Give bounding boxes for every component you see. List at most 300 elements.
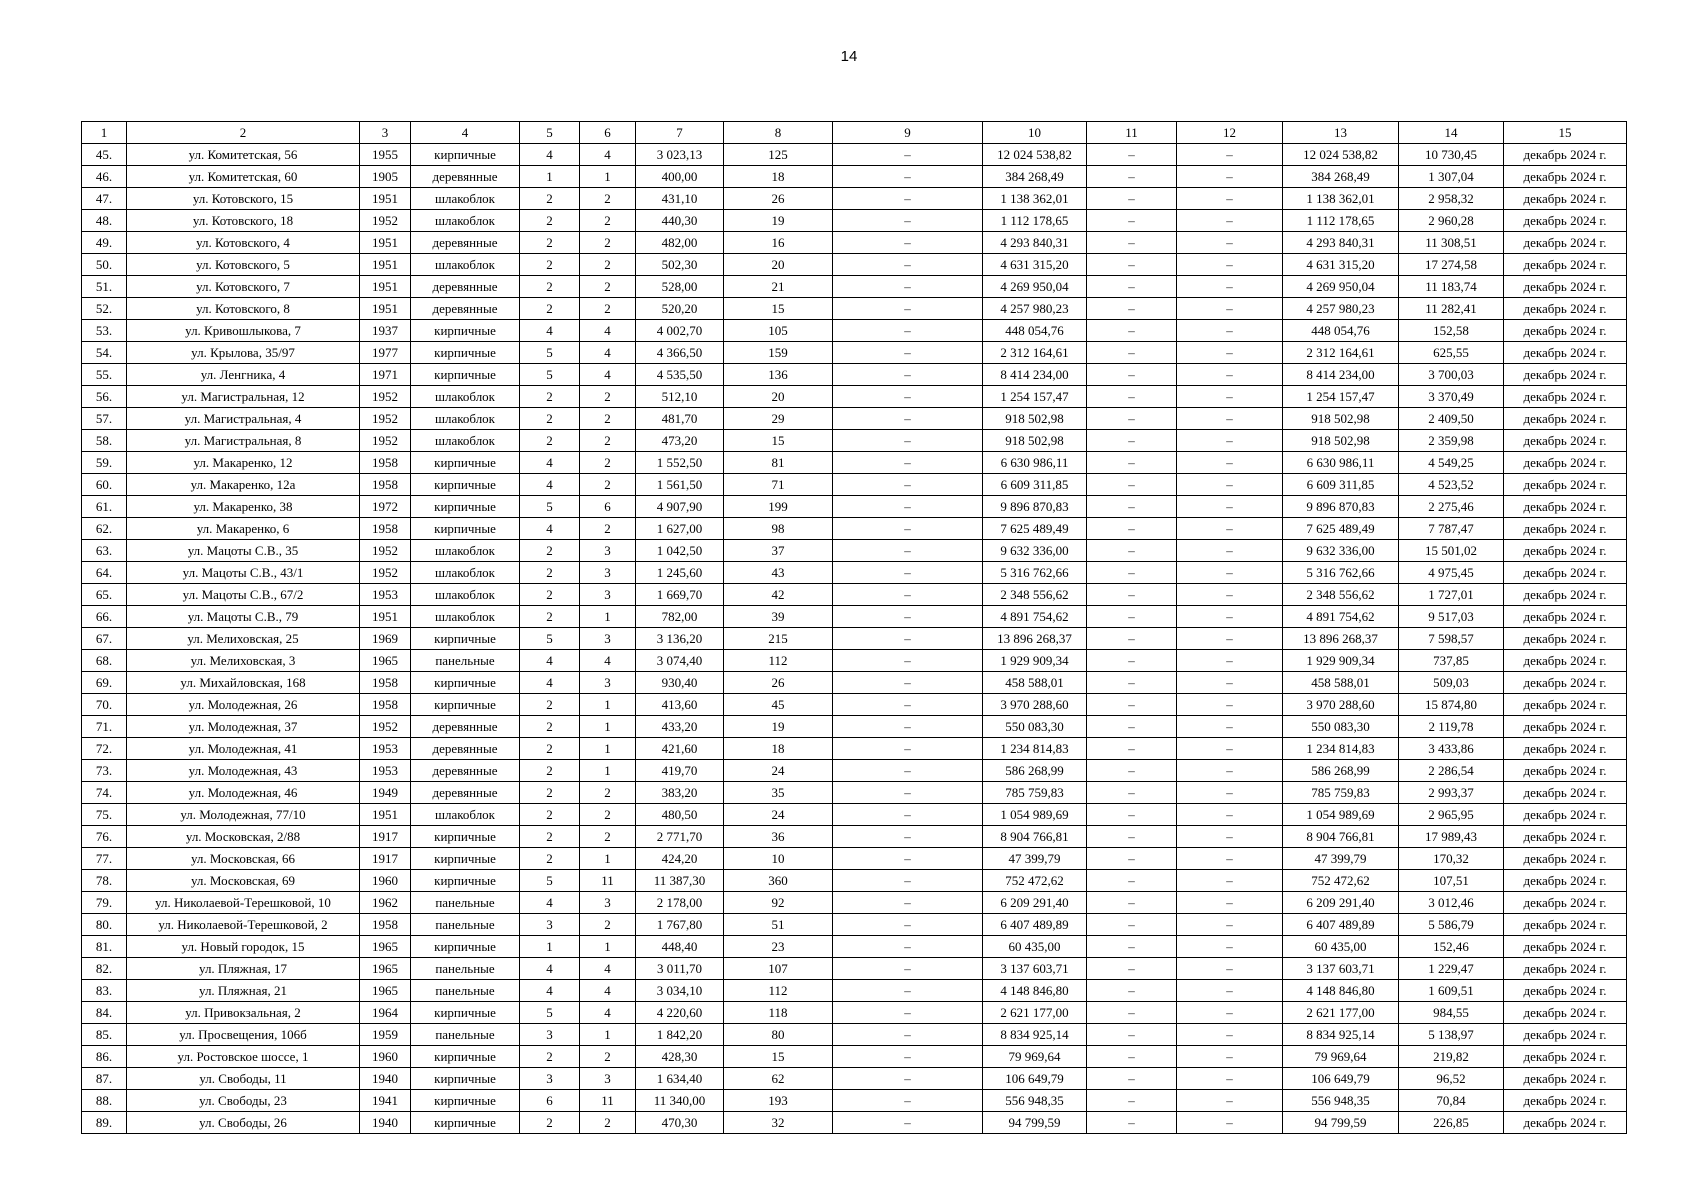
table-cell: 1	[580, 1024, 636, 1046]
table-cell: –	[833, 1024, 983, 1046]
table-cell: 1965	[360, 958, 411, 980]
table-cell: ул. Новый городок, 15	[127, 936, 360, 958]
table-cell: декабрь 2024 г.	[1504, 276, 1627, 298]
table-cell: 3 023,13	[636, 144, 724, 166]
table-cell: 4 975,45	[1399, 562, 1504, 584]
table-cell: 50.	[82, 254, 127, 276]
table-cell: 4 257 980,23	[983, 298, 1087, 320]
table-cell: 1	[580, 848, 636, 870]
table-cell: 4 257 980,23	[1283, 298, 1399, 320]
table-cell: 3 136,20	[636, 628, 724, 650]
table-cell: –	[1177, 1112, 1283, 1134]
table-cell: кирпичные	[411, 342, 520, 364]
table-cell: 78.	[82, 870, 127, 892]
table-cell: 3 970 288,60	[1283, 694, 1399, 716]
table-cell: шлакоблок	[411, 584, 520, 606]
table-cell: панельные	[411, 892, 520, 914]
table-cell: –	[833, 386, 983, 408]
table-cell: 5 316 762,66	[983, 562, 1087, 584]
table-cell: –	[1087, 936, 1177, 958]
table-cell: –	[1177, 232, 1283, 254]
table-row	[82, 144, 1627, 166]
table-cell: 1	[520, 936, 580, 958]
table-cell: –	[1177, 452, 1283, 474]
table-row	[82, 1024, 1627, 1046]
table-cell: 2	[520, 694, 580, 716]
table-cell: –	[833, 144, 983, 166]
table-cell: 15 874,80	[1399, 694, 1504, 716]
table-cell: кирпичные	[411, 1112, 520, 1134]
table-cell: –	[1177, 1068, 1283, 1090]
table-row	[82, 430, 1627, 452]
table-cell: декабрь 2024 г.	[1504, 650, 1627, 672]
table-cell: 105	[724, 320, 833, 342]
table-cell: –	[1087, 958, 1177, 980]
table-cell: 3	[520, 1024, 580, 1046]
table-cell: 1953	[360, 760, 411, 782]
table-cell: –	[1177, 342, 1283, 364]
table-cell: –	[1087, 892, 1177, 914]
table-cell: 360	[724, 870, 833, 892]
table-cell: 2 275,46	[1399, 496, 1504, 518]
table-cell: –	[1087, 694, 1177, 716]
table-cell: –	[1087, 782, 1177, 804]
table-cell: 1960	[360, 870, 411, 892]
table-cell: 586 268,99	[1283, 760, 1399, 782]
table-cell: 60.	[82, 474, 127, 496]
table-cell: декабрь 2024 г.	[1504, 408, 1627, 430]
table-cell: 1 234 814,83	[983, 738, 1087, 760]
table-cell: –	[1177, 782, 1283, 804]
table-row	[82, 496, 1627, 518]
table-cell: 8 904 766,81	[983, 826, 1087, 848]
table-cell: 1 561,50	[636, 474, 724, 496]
table-cell: 118	[724, 1002, 833, 1024]
table-cell: декабрь 2024 г.	[1504, 518, 1627, 540]
table-cell: 55.	[82, 364, 127, 386]
table-cell: декабрь 2024 г.	[1504, 1112, 1627, 1134]
table-cell: 1905	[360, 166, 411, 188]
table-cell: декабрь 2024 г.	[1504, 496, 1627, 518]
table-cell: 1952	[360, 562, 411, 584]
table-cell: –	[1087, 166, 1177, 188]
table-cell: –	[1177, 496, 1283, 518]
table-cell: ул. Мацоты С.В., 35	[127, 540, 360, 562]
table-cell: 1 245,60	[636, 562, 724, 584]
table-cell: 219,82	[1399, 1046, 1504, 1068]
table-cell: 152,46	[1399, 936, 1504, 958]
table-cell: 1 054 989,69	[1283, 804, 1399, 826]
table-cell: 23	[724, 936, 833, 958]
table-cell: 2	[520, 562, 580, 584]
table-cell: ул. Свободы, 23	[127, 1090, 360, 1112]
table-cell: панельные	[411, 914, 520, 936]
table-cell: 2	[580, 188, 636, 210]
table-cell: –	[1087, 518, 1177, 540]
table-cell: 47.	[82, 188, 127, 210]
table-cell: шлакоблок	[411, 562, 520, 584]
table-row	[82, 276, 1627, 298]
table-cell: –	[1087, 870, 1177, 892]
table-cell: 1958	[360, 452, 411, 474]
table-row	[82, 254, 1627, 276]
table-cell: 51.	[82, 276, 127, 298]
table-cell: 3	[580, 628, 636, 650]
table-cell: 428,30	[636, 1046, 724, 1068]
table-cell: 2	[520, 606, 580, 628]
table-cell: 3 137 603,71	[983, 958, 1087, 980]
table-cell: 4	[520, 672, 580, 694]
table-row	[82, 980, 1627, 1002]
table-cell: 3 034,10	[636, 980, 724, 1002]
table-cell: 39	[724, 606, 833, 628]
table-cell: 6 209 291,40	[1283, 892, 1399, 914]
table-cell: 2 621 177,00	[983, 1002, 1087, 1024]
table-cell: 52.	[82, 298, 127, 320]
table-cell: 84.	[82, 1002, 127, 1024]
table-cell: 2	[520, 540, 580, 562]
table-cell: ул. Магистральная, 4	[127, 408, 360, 430]
table-cell: 1917	[360, 848, 411, 870]
table-cell: 10 730,45	[1399, 144, 1504, 166]
table-cell: 6	[580, 496, 636, 518]
table-cell: декабрь 2024 г.	[1504, 760, 1627, 782]
table-cell: ул. Макаренко, 38	[127, 496, 360, 518]
table-cell: декабрь 2024 г.	[1504, 1024, 1627, 1046]
table-cell: 4	[580, 320, 636, 342]
table-cell: 502,30	[636, 254, 724, 276]
table-cell: –	[833, 474, 983, 496]
table-cell: 7 625 489,49	[983, 518, 1087, 540]
table-cell: декабрь 2024 г.	[1504, 1090, 1627, 1112]
table-cell: 1951	[360, 606, 411, 628]
table-cell: –	[1177, 562, 1283, 584]
table-cell: –	[1087, 1068, 1177, 1090]
table-cell: 431,10	[636, 188, 724, 210]
table-cell: ул. Молодежная, 37	[127, 716, 360, 738]
table-cell: –	[1087, 342, 1177, 364]
table-row	[82, 452, 1627, 474]
table-cell: 80	[724, 1024, 833, 1046]
table-cell: 6 630 986,11	[1283, 452, 1399, 474]
table-cell: 1917	[360, 826, 411, 848]
table-cell: 2	[580, 232, 636, 254]
table-cell: 24	[724, 804, 833, 826]
table-cell: декабрь 2024 г.	[1504, 716, 1627, 738]
table-cell: ул. Магистральная, 8	[127, 430, 360, 452]
table-cell: 87.	[82, 1068, 127, 1090]
table-cell: 384 268,49	[983, 166, 1087, 188]
table-cell: ул. Николаевой-Терешковой, 2	[127, 914, 360, 936]
table-cell: ул. Мелиховская, 3	[127, 650, 360, 672]
table-cell: –	[833, 804, 983, 826]
table-cell: 83.	[82, 980, 127, 1002]
table-cell: 2	[520, 1112, 580, 1134]
table-row	[82, 958, 1627, 980]
table-cell: 3 074,40	[636, 650, 724, 672]
table-row	[82, 870, 1627, 892]
table-cell: декабрь 2024 г.	[1504, 1068, 1627, 1090]
table-cell: 4 523,52	[1399, 474, 1504, 496]
table-cell: 1951	[360, 232, 411, 254]
table-cell: 68.	[82, 650, 127, 672]
table-cell: –	[1087, 1112, 1177, 1134]
table-cell: 4	[580, 364, 636, 386]
table-row	[82, 408, 1627, 430]
table-cell: ул. Котовского, 18	[127, 210, 360, 232]
table-cell: шлакоблок	[411, 408, 520, 430]
table-cell: 61.	[82, 496, 127, 518]
table-cell: 12 024 538,82	[983, 144, 1087, 166]
table-cell: 2	[520, 188, 580, 210]
table-cell: 2	[580, 474, 636, 496]
column-header: 9	[833, 122, 983, 144]
table-cell: шлакоблок	[411, 540, 520, 562]
table-row	[82, 474, 1627, 496]
table-cell: 29	[724, 408, 833, 430]
table-cell: 1952	[360, 210, 411, 232]
table-cell: ул. Московская, 66	[127, 848, 360, 870]
table-cell: 9 896 870,83	[983, 496, 1087, 518]
table-cell: 1 254 157,47	[983, 386, 1087, 408]
table-cell: 20	[724, 254, 833, 276]
table-cell: 15	[724, 430, 833, 452]
table-cell: 15	[724, 298, 833, 320]
table-cell: 9 896 870,83	[1283, 496, 1399, 518]
table-cell: 473,20	[636, 430, 724, 452]
table-row	[82, 628, 1627, 650]
table-cell: 4	[520, 892, 580, 914]
table-cell: ул. Николаевой-Терешковой, 10	[127, 892, 360, 914]
table-cell: 4	[520, 144, 580, 166]
table-cell: 400,00	[636, 166, 724, 188]
table-row	[82, 562, 1627, 584]
table-cell: 1	[580, 606, 636, 628]
table-cell: 26	[724, 188, 833, 210]
table-cell: ул. Просвещения, 106б	[127, 1024, 360, 1046]
table-row	[82, 848, 1627, 870]
table-cell: декабрь 2024 г.	[1504, 738, 1627, 760]
table-row	[82, 232, 1627, 254]
table-cell: 17 274,58	[1399, 254, 1504, 276]
table-cell: 3 012,46	[1399, 892, 1504, 914]
table-cell: 1	[580, 166, 636, 188]
table-cell: 7 598,57	[1399, 628, 1504, 650]
table-cell: панельные	[411, 650, 520, 672]
table-cell: 13 896 268,37	[1283, 628, 1399, 650]
table-cell: –	[1177, 848, 1283, 870]
table-cell: 1 669,70	[636, 584, 724, 606]
table-cell: кирпичные	[411, 1068, 520, 1090]
table-cell: 2	[520, 738, 580, 760]
table-cell: 509,03	[1399, 672, 1504, 694]
table-cell: 1965	[360, 936, 411, 958]
table-cell: 1951	[360, 804, 411, 826]
table-cell: декабрь 2024 г.	[1504, 386, 1627, 408]
table-cell: –	[1087, 540, 1177, 562]
table-cell: 4 891 754,62	[1283, 606, 1399, 628]
table-cell: 26	[724, 672, 833, 694]
column-header: 12	[1177, 122, 1283, 144]
table-cell: кирпичные	[411, 1090, 520, 1112]
table-cell: 2 409,50	[1399, 408, 1504, 430]
column-header: 4	[411, 122, 520, 144]
table-cell: 81	[724, 452, 833, 474]
table-cell: 1 929 909,34	[1283, 650, 1399, 672]
table-cell: ул. Свободы, 26	[127, 1112, 360, 1134]
table-cell: 45	[724, 694, 833, 716]
table-cell: –	[833, 540, 983, 562]
table-cell: 12 024 538,82	[1283, 144, 1399, 166]
table-cell: 62.	[82, 518, 127, 540]
table-cell: шлакоблок	[411, 606, 520, 628]
table-cell: декабрь 2024 г.	[1504, 628, 1627, 650]
table-cell: 2	[520, 1046, 580, 1068]
table-cell: 2 348 556,62	[1283, 584, 1399, 606]
table-cell: 1 229,47	[1399, 958, 1504, 980]
table-cell: ул. Котовского, 5	[127, 254, 360, 276]
table-cell: шлакоблок	[411, 188, 520, 210]
table-cell: –	[1177, 474, 1283, 496]
table-cell: 11	[580, 870, 636, 892]
column-header: 6	[580, 122, 636, 144]
table-cell: 1960	[360, 1046, 411, 1068]
table-cell: декабрь 2024 г.	[1504, 980, 1627, 1002]
table-cell: 2 771,70	[636, 826, 724, 848]
table-cell: кирпичные	[411, 1046, 520, 1068]
table-cell: кирпичные	[411, 144, 520, 166]
table-cell: 424,20	[636, 848, 724, 870]
table-cell: ул. Мацоты С.В., 67/2	[127, 584, 360, 606]
table-cell: 1951	[360, 188, 411, 210]
table-cell: 1937	[360, 320, 411, 342]
table-cell: 556 948,35	[1283, 1090, 1399, 1112]
table-cell: –	[833, 1046, 983, 1068]
table-cell: 76.	[82, 826, 127, 848]
table-cell: 80.	[82, 914, 127, 936]
table-cell: –	[833, 628, 983, 650]
column-header: 3	[360, 122, 411, 144]
table-cell: –	[1087, 1024, 1177, 1046]
table-cell: 2	[580, 430, 636, 452]
table-cell: 45.	[82, 144, 127, 166]
table-cell: 421,60	[636, 738, 724, 760]
table-cell: 136	[724, 364, 833, 386]
table-cell: –	[1087, 650, 1177, 672]
table-cell: –	[833, 496, 983, 518]
table-cell: декабрь 2024 г.	[1504, 474, 1627, 496]
table-cell: 4 535,50	[636, 364, 724, 386]
table-cell: 48.	[82, 210, 127, 232]
table-cell: 199	[724, 496, 833, 518]
table-cell: 5 138,97	[1399, 1024, 1504, 1046]
table-cell: –	[833, 166, 983, 188]
table-row	[82, 760, 1627, 782]
table-cell: 625,55	[1399, 342, 1504, 364]
table-cell: –	[1087, 1002, 1177, 1024]
table-cell: 86.	[82, 1046, 127, 1068]
table-cell: 384 268,49	[1283, 166, 1399, 188]
table-cell: –	[1087, 980, 1177, 1002]
table-cell: 3	[580, 562, 636, 584]
table-cell: 5	[520, 870, 580, 892]
table-cell: 6 609 311,85	[1283, 474, 1399, 496]
table-cell: декабрь 2024 г.	[1504, 804, 1627, 826]
table-cell: –	[833, 738, 983, 760]
table-cell: –	[833, 980, 983, 1002]
table-cell: 1 112 178,65	[983, 210, 1087, 232]
table-row	[82, 1046, 1627, 1068]
table-cell: декабрь 2024 г.	[1504, 870, 1627, 892]
table-row	[82, 738, 1627, 760]
table-cell: 5	[520, 496, 580, 518]
table-cell: 480,50	[636, 804, 724, 826]
table-cell: 3 011,70	[636, 958, 724, 980]
table-row	[82, 1090, 1627, 1112]
table-cell: декабрь 2024 г.	[1504, 254, 1627, 276]
table-cell: ул. Макаренко, 12а	[127, 474, 360, 496]
table-cell: ул. Мацоты С.В., 79	[127, 606, 360, 628]
table-row	[82, 606, 1627, 628]
table-cell: 2 965,95	[1399, 804, 1504, 826]
table-cell: –	[833, 518, 983, 540]
table-cell: 2 958,32	[1399, 188, 1504, 210]
table-cell: 918 502,98	[1283, 408, 1399, 430]
table-cell: 106 649,79	[1283, 1068, 1399, 1090]
table-cell: –	[833, 232, 983, 254]
table-cell: декабрь 2024 г.	[1504, 1046, 1627, 1068]
table-cell: –	[1177, 650, 1283, 672]
table-cell: –	[833, 452, 983, 474]
table-cell: кирпичные	[411, 452, 520, 474]
table-cell: 1940	[360, 1112, 411, 1134]
table-cell: декабрь 2024 г.	[1504, 342, 1627, 364]
table-cell: –	[833, 320, 983, 342]
table-cell: 448 054,76	[1283, 320, 1399, 342]
table-cell: 4	[520, 518, 580, 540]
table-cell: –	[1087, 1090, 1177, 1112]
table-cell: 21	[724, 276, 833, 298]
table-cell: 1	[580, 760, 636, 782]
table-cell: –	[833, 342, 983, 364]
table-cell: 152,58	[1399, 320, 1504, 342]
table-cell: 226,85	[1399, 1112, 1504, 1134]
table-cell: 1 929 909,34	[983, 650, 1087, 672]
table-cell: 2	[520, 254, 580, 276]
table-cell: –	[1177, 980, 1283, 1002]
table-cell: 71.	[82, 716, 127, 738]
table-cell: 5	[520, 342, 580, 364]
table-cell: 512,10	[636, 386, 724, 408]
table-cell: ул. Котовского, 4	[127, 232, 360, 254]
table-cell: шлакоблок	[411, 430, 520, 452]
table-cell: деревянные	[411, 782, 520, 804]
table-cell: 3 970 288,60	[983, 694, 1087, 716]
table-cell: кирпичные	[411, 694, 520, 716]
table-cell: 3	[580, 1068, 636, 1090]
table-cell: 470,30	[636, 1112, 724, 1134]
table-cell: 1958	[360, 914, 411, 936]
table-cell: 1972	[360, 496, 411, 518]
table-cell: 1	[580, 738, 636, 760]
table-cell: 1 138 362,01	[1283, 188, 1399, 210]
table-cell: 1952	[360, 430, 411, 452]
table-cell: 448,40	[636, 936, 724, 958]
table-cell: 782,00	[636, 606, 724, 628]
table-cell: 81.	[82, 936, 127, 958]
table-cell: 62	[724, 1068, 833, 1090]
table-cell: деревянные	[411, 276, 520, 298]
